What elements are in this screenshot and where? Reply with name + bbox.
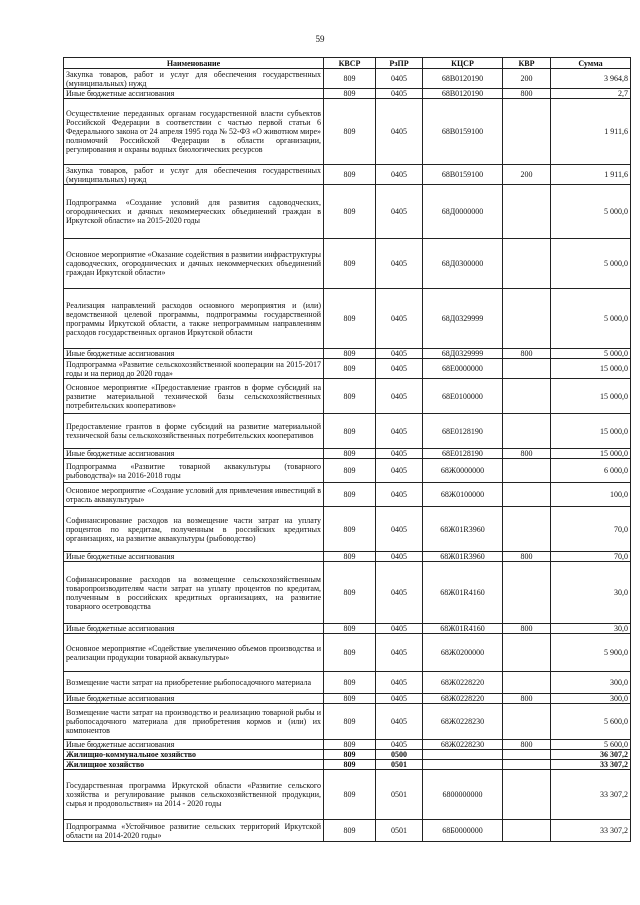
table-row	[64, 694, 631, 704]
table-row	[64, 449, 631, 459]
cell-sum: 5 900,0	[551, 634, 631, 672]
cell-name: Основное мероприятие «Создание условий для привлечения инвестиций в отрасль аквакультуры»	[64, 483, 324, 507]
budget-table	[63, 57, 631, 842]
cell-rzpr: 0501	[376, 770, 423, 820]
cell-sum: 3 964,8	[551, 69, 631, 89]
cell-rzpr: 0405	[376, 507, 423, 552]
cell-rzpr: 0501	[376, 820, 423, 842]
table-row	[64, 672, 631, 694]
cell-kvsr: 809	[324, 414, 376, 449]
cell-kcsr: 68Ж01R4160	[423, 562, 503, 624]
cell-kvsr: 809	[324, 165, 376, 185]
cell-name: Основное мероприятие «Оказание содействия в развитии инфраструктуры садоводческих, огороднических и дачных некоммерческих объединений граждан Иркутской области»	[64, 239, 324, 289]
cell-kvr	[503, 507, 551, 552]
cell-kvr	[503, 760, 551, 770]
cell-sum: 5 600,0	[551, 740, 631, 750]
table-header-row	[64, 58, 631, 69]
cell-rzpr: 0405	[376, 624, 423, 634]
cell-kvr: 800	[503, 694, 551, 704]
cell-sum: 15 000,0	[551, 449, 631, 459]
cell-kvr: 200	[503, 69, 551, 89]
cell-kcsr: 6800000000	[423, 770, 503, 820]
cell-sum: 70,0	[551, 507, 631, 552]
table-row	[64, 459, 631, 483]
cell-kvr	[503, 459, 551, 483]
cell-name: Подпрограмма «Устойчивое развитие сельских территорий Иркутской области на 2014-2020 годы»	[64, 820, 324, 842]
cell-rzpr: 0405	[376, 414, 423, 449]
cell-sum: 300,0	[551, 694, 631, 704]
cell-kvsr: 809	[324, 349, 376, 359]
header-rzpr: РзПР	[376, 58, 423, 69]
cell-rzpr: 0405	[376, 552, 423, 562]
cell-kvr	[503, 672, 551, 694]
cell-kvr: 800	[503, 552, 551, 562]
cell-name: Иные бюджетные ассигнования	[64, 740, 324, 750]
cell-kvsr: 809	[324, 379, 376, 414]
table-row	[64, 760, 631, 770]
cell-kcsr: 68Е0128190	[423, 449, 503, 459]
table-row	[64, 69, 631, 89]
cell-sum: 15 000,0	[551, 379, 631, 414]
cell-sum: 30,0	[551, 624, 631, 634]
cell-name: Софинансирование расходов на возмещение части затрат на уплату процентов по кредитам, полученным в российских кредитных организациях, на развитие аквакультуры (рыбоводство)	[64, 507, 324, 552]
cell-kcsr: 68Ж0228230	[423, 704, 503, 740]
cell-kvsr: 809	[324, 820, 376, 842]
cell-kvr	[503, 379, 551, 414]
cell-name: Подпрограмма «Создание условий для развития садоводческих, огороднических и дачных некоммерческих объединений граждан в Иркутской области» на 2015-2020 годы	[64, 185, 324, 239]
cell-kcsr: 68В0120190	[423, 89, 503, 99]
cell-kvr	[503, 820, 551, 842]
cell-kvsr: 809	[324, 289, 376, 349]
cell-kcsr: 68Д0329999	[423, 349, 503, 359]
cell-kvr: 200	[503, 165, 551, 185]
cell-rzpr: 0405	[376, 459, 423, 483]
cell-kvsr: 809	[324, 359, 376, 379]
cell-kvsr: 809	[324, 634, 376, 672]
cell-kvr: 800	[503, 89, 551, 99]
cell-sum: 6 000,0	[551, 459, 631, 483]
cell-name: Иные бюджетные ассигнования	[64, 449, 324, 459]
table-row	[64, 750, 631, 760]
cell-name: Основное мероприятие «Содействие увеличению объемов производства и реализации продукции товарной аквакультуры»	[64, 634, 324, 672]
header-kvr: КВР	[503, 58, 551, 69]
cell-kvsr: 809	[324, 750, 376, 760]
header-kvsr: КВСР	[324, 58, 376, 69]
cell-rzpr: 0405	[376, 239, 423, 289]
cell-sum: 1 911,6	[551, 99, 631, 165]
cell-kvsr: 809	[324, 459, 376, 483]
cell-kvsr: 809	[324, 672, 376, 694]
cell-kvr	[503, 239, 551, 289]
cell-kcsr: 68Ж0228230	[423, 740, 503, 750]
cell-kcsr: 68В0120190	[423, 69, 503, 89]
cell-kcsr: 68Е0000000	[423, 359, 503, 379]
cell-sum: 5 600,0	[551, 704, 631, 740]
cell-kcsr: 68Ж01R3960	[423, 552, 503, 562]
cell-kvr	[503, 770, 551, 820]
cell-sum: 100,0	[551, 483, 631, 507]
table-row	[64, 624, 631, 634]
cell-kvr: 800	[503, 349, 551, 359]
cell-kvsr: 809	[324, 99, 376, 165]
cell-name: Жилищное хозяйство	[64, 760, 324, 770]
cell-name: Подпрограмма «Развитие сельскохозяйственной кооперации на 2015-2017 годы и на период до 2020 года»	[64, 359, 324, 379]
table-row	[64, 289, 631, 349]
cell-kvsr: 809	[324, 185, 376, 239]
cell-name: Предоставление грантов в форме субсидий на развитие материальной технической базы сельскохозяйственных потребительских кооперативов	[64, 414, 324, 449]
header-kcsr: КЦСР	[423, 58, 503, 69]
cell-kvsr: 809	[324, 69, 376, 89]
cell-kvr: 800	[503, 449, 551, 459]
cell-rzpr: 0405	[376, 483, 423, 507]
cell-sum: 70,0	[551, 552, 631, 562]
cell-kcsr: 68В0159100	[423, 99, 503, 165]
cell-name: Основное мероприятие «Предоставление грантов в форме субсидий на развитие материальной технической базы сельскохозяйственных потребительских кооперативов»	[64, 379, 324, 414]
table-row	[64, 483, 631, 507]
cell-rzpr: 0405	[376, 165, 423, 185]
table-row	[64, 740, 631, 750]
table-body	[64, 69, 631, 842]
cell-rzpr: 0405	[376, 672, 423, 694]
cell-kvsr: 809	[324, 624, 376, 634]
cell-kvr	[503, 359, 551, 379]
cell-name: Жилищно-коммунальное хозяйство	[64, 750, 324, 760]
header-name: Наименование	[64, 58, 324, 69]
cell-name: Иные бюджетные ассигнования	[64, 694, 324, 704]
cell-rzpr: 0501	[376, 760, 423, 770]
cell-kvr	[503, 483, 551, 507]
cell-kvsr: 809	[324, 740, 376, 750]
cell-name: Софинансирование расходов на возмещение сельскохозяйственным товаропроизводителям части затрат на уплату процентов по кредитам, полученным в российских кредитных организациях, на развитие товарного осетроводства	[64, 562, 324, 624]
cell-kvsr: 809	[324, 507, 376, 552]
cell-kcsr: 68Ж0100000	[423, 483, 503, 507]
cell-sum: 2,7	[551, 89, 631, 99]
cell-kcsr: 68Ж01R3960	[423, 507, 503, 552]
table-row	[64, 99, 631, 165]
cell-kvr: 800	[503, 624, 551, 634]
cell-kvsr: 809	[324, 704, 376, 740]
cell-rzpr: 0405	[376, 694, 423, 704]
cell-kcsr: 68Ж0228220	[423, 672, 503, 694]
table-row	[64, 379, 631, 414]
table-row	[64, 704, 631, 740]
cell-sum: 300,0	[551, 672, 631, 694]
cell-kcsr: 68Д0300000	[423, 239, 503, 289]
table-row	[64, 634, 631, 672]
header-sum: Сумма	[551, 58, 631, 69]
table-row	[64, 165, 631, 185]
cell-name: Иные бюджетные ассигнования	[64, 552, 324, 562]
cell-sum: 5 000,0	[551, 185, 631, 239]
cell-sum: 1 911,6	[551, 165, 631, 185]
cell-kcsr	[423, 750, 503, 760]
cell-kvsr: 809	[324, 483, 376, 507]
cell-kvr	[503, 750, 551, 760]
table-row	[64, 89, 631, 99]
cell-rzpr: 0405	[376, 99, 423, 165]
cell-kvr	[503, 414, 551, 449]
cell-sum: 36 307,2	[551, 750, 631, 760]
cell-name: Осуществление переданных органам государственной власти субъектов Российской Федерации в соответствии с частью первой статьи 6 Федерального закона от 24 апреля 1995 года № 52-ФЗ «О животном мире» полномочий Российской Федерации в области организации, регулирования и охраны водных биологических ресурсов	[64, 99, 324, 165]
cell-kcsr: 68Ж0000000	[423, 459, 503, 483]
cell-name: Иные бюджетные ассигнования	[64, 624, 324, 634]
cell-kvsr: 809	[324, 770, 376, 820]
cell-kcsr	[423, 760, 503, 770]
table-row	[64, 239, 631, 289]
table-row	[64, 562, 631, 624]
cell-rzpr: 0405	[376, 289, 423, 349]
cell-sum: 33 307,2	[551, 820, 631, 842]
cell-rzpr: 0405	[376, 634, 423, 672]
cell-sum: 33 307,2	[551, 770, 631, 820]
cell-kcsr: 68Б0000000	[423, 820, 503, 842]
cell-rzpr: 0405	[376, 740, 423, 750]
cell-name: Иные бюджетные ассигнования	[64, 349, 324, 359]
page-number: 59	[315, 34, 325, 44]
cell-name: Иные бюджетные ассигнования	[64, 89, 324, 99]
cell-name: Закупка товаров, работ и услуг для обеспечения государственных (муниципальных) нужд	[64, 69, 324, 89]
cell-kvr	[503, 289, 551, 349]
cell-kcsr: 68Ж0228220	[423, 694, 503, 704]
cell-kvr	[503, 704, 551, 740]
cell-rzpr: 0405	[376, 359, 423, 379]
cell-rzpr: 0500	[376, 750, 423, 760]
table-row	[64, 185, 631, 239]
cell-name: Подпрограмма «Развитие товарной аквакультуры (товарного рыбоводства)» на 2016-2018 годы	[64, 459, 324, 483]
cell-kcsr: 68Е0100000	[423, 379, 503, 414]
cell-kcsr: 68В0159100	[423, 165, 503, 185]
cell-kvr	[503, 99, 551, 165]
cell-kvr	[503, 634, 551, 672]
table-row	[64, 359, 631, 379]
cell-rzpr: 0405	[376, 562, 423, 624]
cell-kvsr: 809	[324, 694, 376, 704]
cell-kvsr: 809	[324, 89, 376, 99]
cell-kcsr: 68Ж0200000	[423, 634, 503, 672]
cell-sum: 30,0	[551, 562, 631, 624]
cell-rzpr: 0405	[376, 349, 423, 359]
table-row	[64, 414, 631, 449]
cell-rzpr: 0405	[376, 704, 423, 740]
table-row	[64, 820, 631, 842]
cell-sum: 5 000,0	[551, 349, 631, 359]
table-row	[64, 507, 631, 552]
cell-sum: 5 000,0	[551, 289, 631, 349]
cell-name: Закупка товаров, работ и услуг для обеспечения государственных (муниципальных) нужд	[64, 165, 324, 185]
cell-sum: 15 000,0	[551, 359, 631, 379]
cell-sum: 33 307,2	[551, 760, 631, 770]
cell-kvsr: 809	[324, 449, 376, 459]
cell-name: Государственная программа Иркутской области «Развитие сельского хозяйства и регулирование рынков сельскохозяйственной продукции, сырья и продовольствия» на 2014 - 2020 годы	[64, 770, 324, 820]
cell-kcsr: 68Е0128190	[423, 414, 503, 449]
cell-kvsr: 809	[324, 562, 376, 624]
cell-kvsr: 809	[324, 760, 376, 770]
cell-kvr	[503, 562, 551, 624]
cell-name: Реализация направлений расходов основного мероприятия и (или) ведомственной целевой программы, подпрограммы государственной программы Иркутской области, а также непрограммным направлениям расходов государственных органов Иркутской области	[64, 289, 324, 349]
cell-kvsr: 809	[324, 239, 376, 289]
table-row	[64, 770, 631, 820]
cell-kcsr: 68Д0329999	[423, 289, 503, 349]
cell-sum: 15 000,0	[551, 414, 631, 449]
cell-rzpr: 0405	[376, 69, 423, 89]
cell-rzpr: 0405	[376, 89, 423, 99]
cell-kvr	[503, 185, 551, 239]
cell-kcsr: 68Ж01R4160	[423, 624, 503, 634]
cell-sum: 5 000,0	[551, 239, 631, 289]
cell-kcsr: 68Д0000000	[423, 185, 503, 239]
table-row	[64, 552, 631, 562]
cell-kvsr: 809	[324, 552, 376, 562]
cell-name: Возмещение части затрат на производство и реализацию товарной рыбы и рыбопосадочного материала для приобретения кормов и (или) их компонентов	[64, 704, 324, 740]
table-row	[64, 349, 631, 359]
cell-kvr: 800	[503, 740, 551, 750]
cell-name: Возмещение части затрат на приобретение рыбопосадочного материала	[64, 672, 324, 694]
cell-rzpr: 0405	[376, 185, 423, 239]
cell-rzpr: 0405	[376, 449, 423, 459]
cell-rzpr: 0405	[376, 379, 423, 414]
